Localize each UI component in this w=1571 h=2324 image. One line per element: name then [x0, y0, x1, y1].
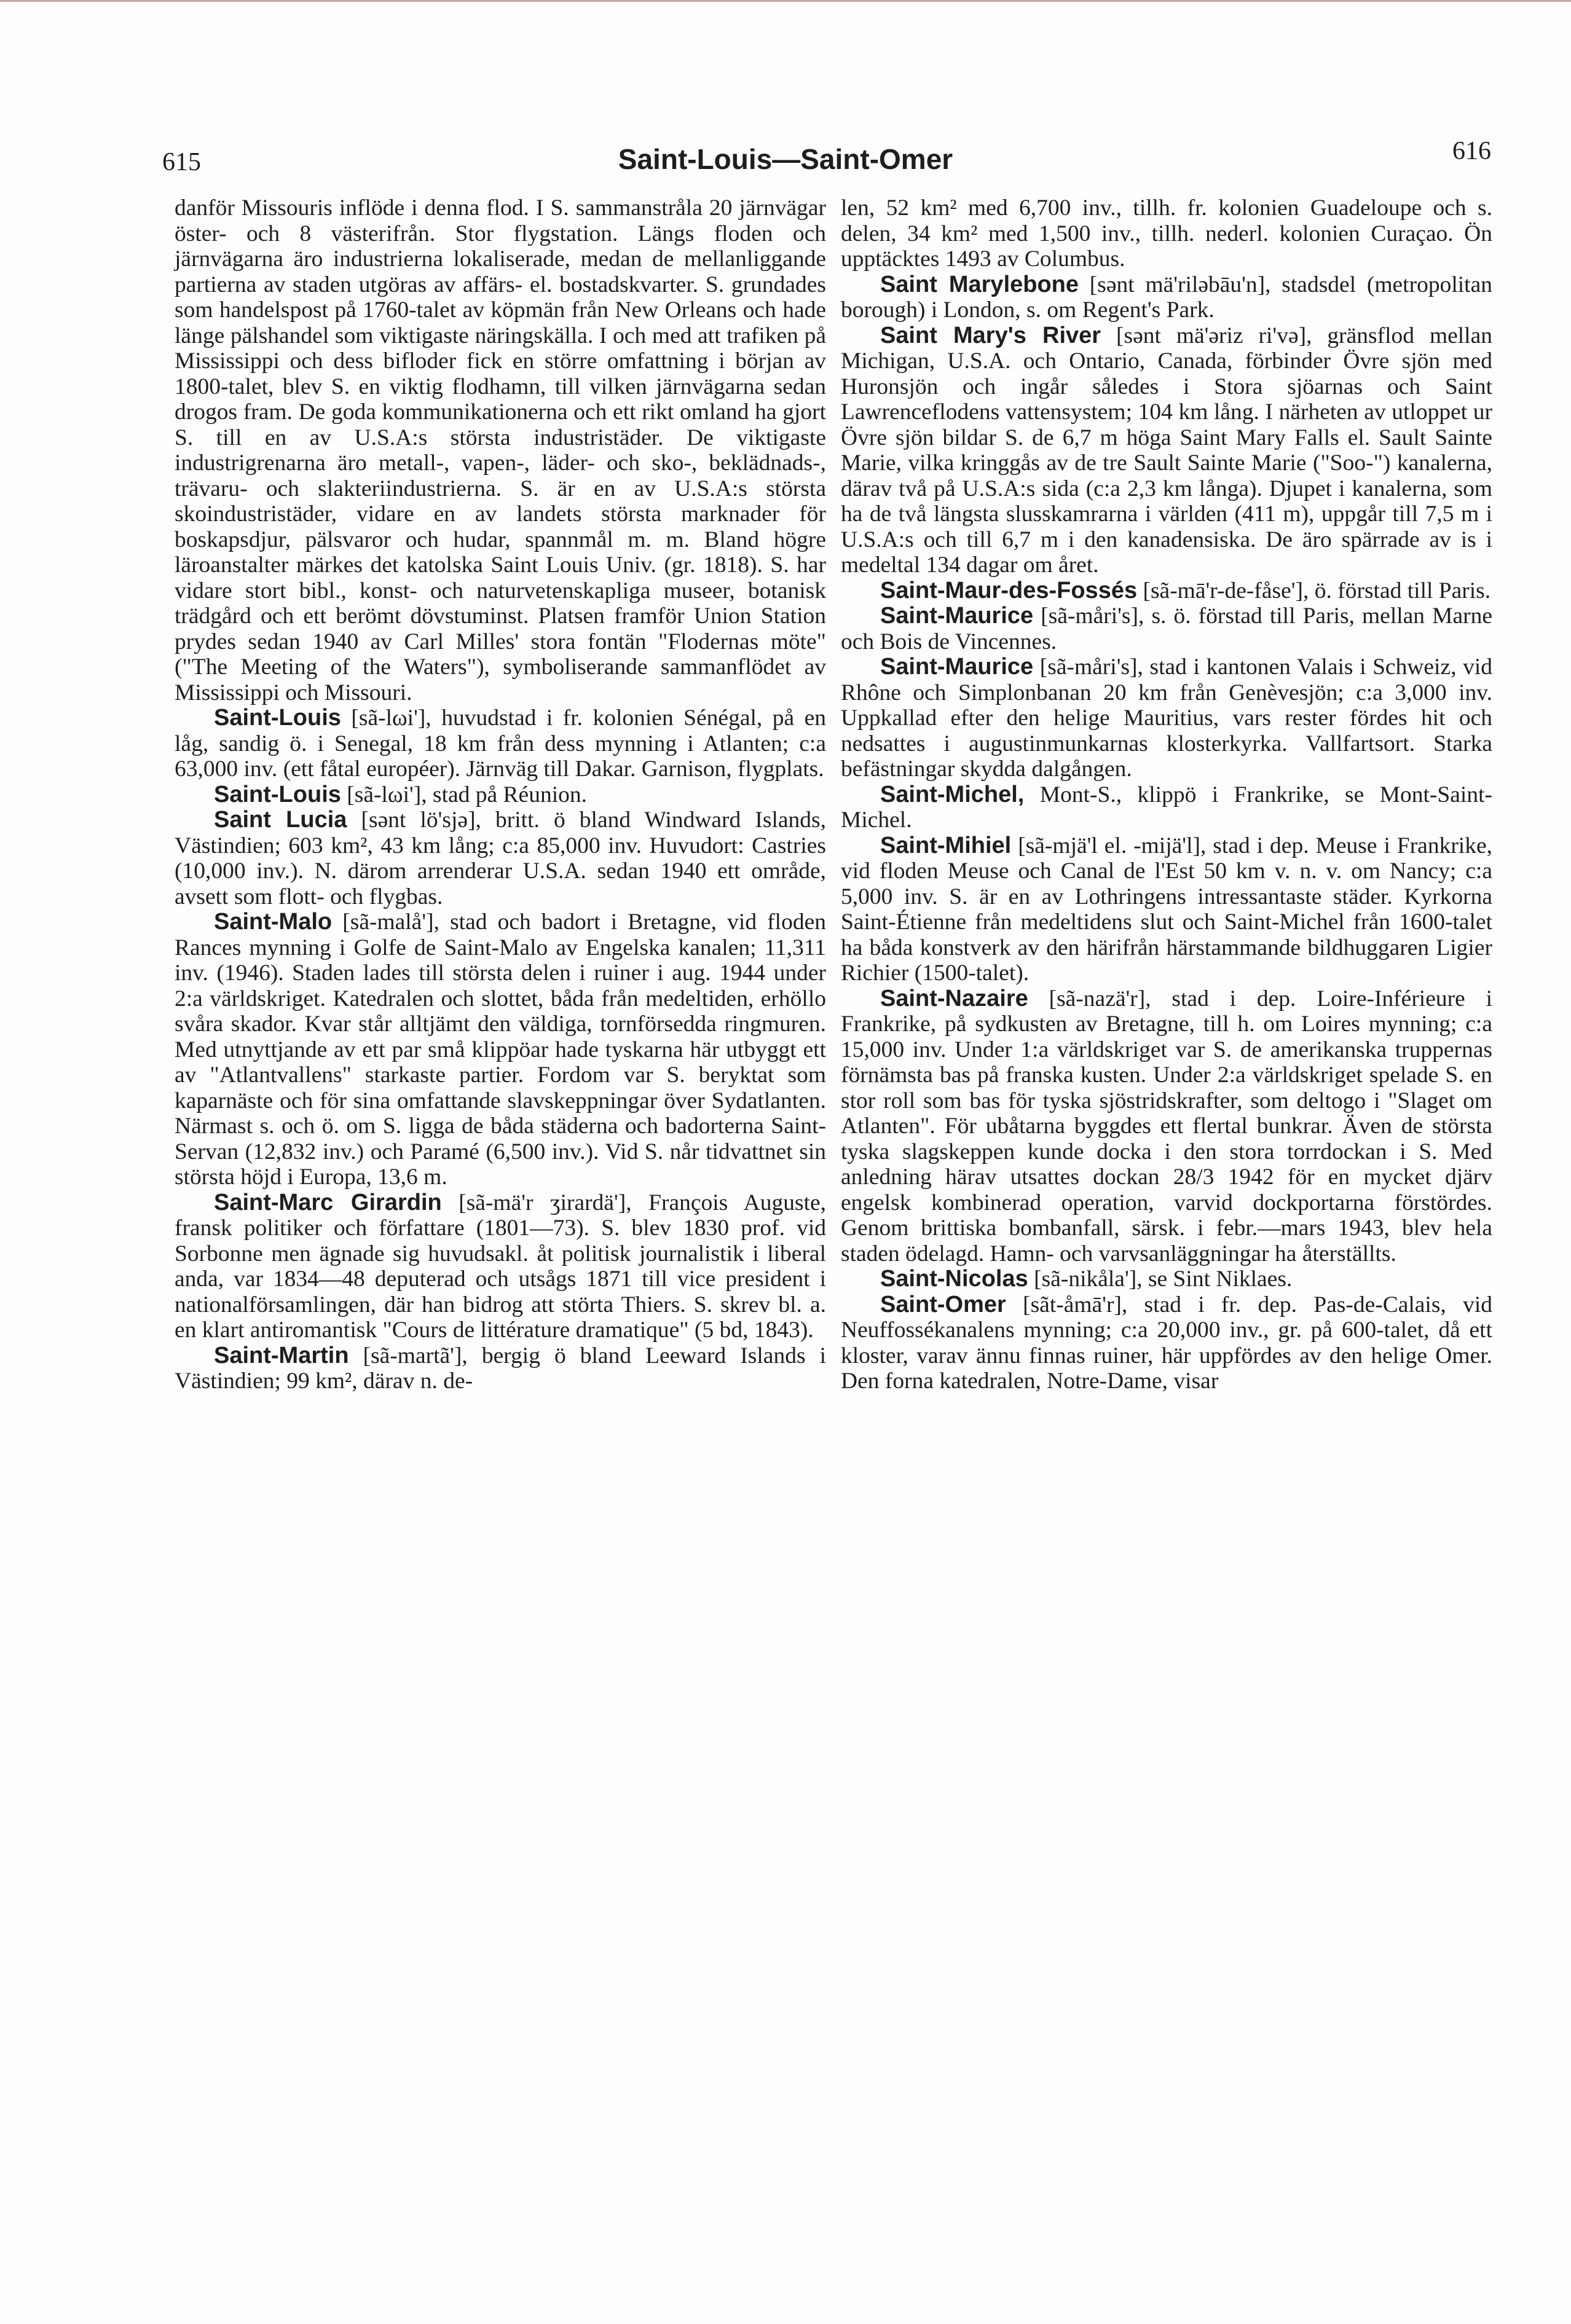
entry-text: [sã-lωi'], stad på Réunion. [341, 782, 587, 807]
entry-headword: Saint-Mihiel [880, 832, 1012, 858]
entry-headword: Saint-Nazaire [880, 985, 1028, 1011]
entry-text: [sənt lö'sjə], britt. ö bland Windward Islands, Västindien; 603 km², 43 km lång; c:a 85,000 inv. Huvudort: Castries (10,000 inv.). N. därom arrenderar U.S.A. sedan 1940 ett område, avsett som flott- och flygbas. [175, 807, 826, 909]
entry-headword: Saint-Louis [214, 781, 341, 807]
entry-text: [sã-måri's], s. ö. förstad till Paris, mellan Marne och Bois de Vincennes. [841, 603, 1492, 654]
left-column [175, 195, 826, 1394]
entry-text: danför Missouris inflöde i denna flod. I S. sammanstråla 20 järnvägar öster- och 8 västerifrån. Stor flygstation. Längs floden och järnvägarna äro industrierna lokaliserade, medan de mellanliggande partierna av staden utgöras av affärs- el. bostadskvarter. S. grundades som handelspost på 1760-talet av köpmän från New Orleans och hade länge pälshandel som viktigaste näringskälla. I och med att trafiken på Mississippi och dess bifloder fick en större omfattning i början av 1800-talet, blev S. en viktig flodhamn, till vilken järnvägarna sedan drogos fram. De goda kommunikationerna och ett rikt omland ha gjort S. till en av U.S.A:s största industristäder. De viktigaste industrigrenarna äro metall-, vapen-, läder- och sko-, beklädnads-, trävaru- och slakteriindustrierna. S. är en av U.S.A:s största skoindustristäder, vidare en av landets största marknader för boskapsdjur, pälsvaror och hudar, spannmål m. m. Bland högre läroanstalter märkes det katolska Saint Louis Univ. (gr. 1818). S. har vidare stort bibl., konst- och naturvetenskapliga museer, botanisk trädgård och ett berömt dövstuminst. Platsen framför Union Station prydes sedan 1940 av Carl Milles' stora fontän "Flodernas möte" ("The Meeting of the Waters"), symboliserande sammanflödet av Mississippi och Missouri. [175, 195, 826, 705]
entry-paragraph [175, 807, 826, 909]
entry-paragraph [841, 578, 1492, 604]
page-header [0, 136, 1571, 179]
entry-paragraph [841, 782, 1492, 833]
entry-text: [sã-mä'r ʒirardä'], François Auguste, fransk politiker och författare (1801—73). S. blev 1830 prof. vid Sorbonne men ägnade sig huvudsakl. åt politisk journalistik i liberal anda, var 1834—48 deputerad och utsågs 1871 till vice president i nationalförsamlingen, där han bidrog att störta Thiers. S. skrev bl. a. en klart antiromantisk "Cours de littérature dramatique" (5 bd, 1843). [175, 1190, 827, 1343]
entry-headword: Saint-Marc Girardin [214, 1189, 442, 1215]
entry-headword: Saint Lucia [214, 807, 347, 833]
entry-headword: Saint-Michel, [880, 781, 1025, 807]
entry-paragraph [841, 1292, 1492, 1394]
entry-text: [sã-måri's], stad i kantonen Valais i Schweiz, vid Rhône och Simplonbanan 20 km från Genèvesjön; c:a 3,000 inv. Uppkallad efter den helige Mauritius, vars rester fördes hit och nedsattes i augustinmunkarnas klosterkyrka. Vallfartsort. Starka befästningar skydda dalgången. [841, 654, 1492, 782]
entry-headword: Saint-Martin [214, 1342, 349, 1368]
entry-paragraph [841, 323, 1492, 578]
entry-paragraph [175, 195, 826, 705]
entry-text: [sã-nikåla'], se Sint Niklaes. [1028, 1266, 1293, 1292]
entry-text: [sã-martã'], bergig ö bland Leeward Islands i Västindien; 99 km², därav n. de- [175, 1343, 826, 1394]
entry-paragraph [841, 986, 1492, 1267]
entry-text: len, 52 km² med 6,700 inv., tillh. fr. kolonien Guadeloupe och s. delen, 34 km² med 1,500 inv., tillh. nederl. kolonien Curaçao. Ön upptäcktes 1493 av Columbus. [841, 195, 1492, 272]
entry-headword: Saint-Omer [880, 1291, 1006, 1317]
entry-paragraph [841, 833, 1492, 986]
entry-paragraph [175, 1343, 826, 1394]
entry-paragraph [841, 603, 1492, 654]
entry-headword: Saint Mary's River [880, 322, 1101, 348]
running-title: Saint-Louis—Saint-Omer [618, 143, 953, 175]
entry-headword: Saint-Malo [214, 909, 333, 935]
entry-text: [sã-mā'r-de-fåse'], ö. förstad till Paris. [1137, 578, 1491, 603]
entry-paragraph [841, 195, 1492, 272]
entry-headword: Saint-Maurice [880, 603, 1034, 629]
right-column [841, 195, 1492, 1394]
entry-headword: Saint Marylebone [880, 271, 1079, 297]
entry-text: Mont-S., klippö i Frankrike, se Mont-Saint-Michel. [841, 782, 1492, 833]
page-number-right: 616 [1452, 137, 1491, 165]
entry-paragraph [841, 654, 1492, 782]
entry-text: [sã-mjä'l el. -mijä'l], stad i dep. Meuse i Frankrike, vid floden Meuse och Canal de l'Est 50 km v. n. v. om Nancy; c:a 5,000 inv. S. är en av Lothringens intressantaste städer. Kyrkorna Saint-Étienne från medeltidens slut och Saint-Michel från 1600-talet ha båda konstverk av den härifrån härstammande bildhuggaren Ligier Richier (1500-talet). [841, 833, 1492, 986]
entry-paragraph [175, 705, 826, 782]
entry-text: [sã-nazä'r], stad i dep. Loire-Inférieure i Frankrike, på sydkusten av Bretagne, till h. om Loires mynning; c:a 15,000 inv. Under 1:a världskriget var S. de amerikanska truppernas förnämsta bas på franska kusten. Under 2:a världskriget spelade S. en stor roll som bas för tyska sjöstridskrafter, som deltogo i "Slaget om Atlanten". För ubåtarna byggdes ett flertal bunkrar. Även de största tyska slagskeppen kunde docka i den stora torrdockan i S. Med anledning härav utsattes dockan 28/3 1942 för en mycket djärv engelsk kombinerad operation, varvid dockportarna förstördes. Genom brittiska bombanfall, särsk. i febr.—mars 1943, blev hela staden ödelagd. Hamn- och varvsanläggningar ha återställts. [841, 986, 1492, 1266]
entry-paragraph [175, 1190, 826, 1343]
entry-paragraph [175, 909, 826, 1190]
entry-headword: Saint-Maur-des-Fossés [880, 577, 1138, 603]
entry-paragraph [841, 272, 1492, 323]
entry-paragraph [841, 1266, 1492, 1292]
entry-text: [sã-malå'], stad och badort i Bretagne, vid floden Rances mynning i Golfe de Saint-Malo av Engelska kanalen; 11,311 inv. (1946). Staden lades till största delen i ruiner i aug. 1944 under 2:a världskriget. Katedralen och slottet, båda från medeltiden, erhöllo svåra skador. Kvar står alltjämt den väldiga, tornförsedda ringmuren. Med utnyttjande av ett par små klippöar hade tyskarna här utbyggt ett av "Atlantvallens" starkaste partier. Fordom var S. beryktat som kaparnäste och för sina omfattande slavskeppningar över Sydatlanten. Närmast s. och ö. om S. ligga de båda städerna och badorterna Saint-Servan (12,832 inv.) och Paramé (6,500 inv.). Vid S. når tidvattnet sin största höjd i Europa, 13,6 m. [175, 909, 826, 1190]
entry-headword: Saint-Maurice [880, 654, 1034, 680]
entry-headword: Saint-Louis [214, 705, 341, 731]
entry-text: [sənt mä'riləbāu'n], stadsdel (metropolitan borough) i London, s. om Regent's Park. [841, 272, 1492, 323]
entry-text: [sənt mä'əriz ri'və], gränsflod mellan Michigan, U.S.A. och Ontario, Canada, förbinder Övre sjön med Huronsjön och ingår således i Stora sjöarnas och Saint Lawrenceflodens vattensystem; 104 km lång. I närheten av utloppet ur Övre sjön bildar S. de 6,7 m höga Saint Mary Falls el. Sault Sainte Marie, vilka kringgås av de tre Sault Sainte Marie ("Soo-") kanalerna, därav två på U.S.A:s sida (c:a 2,3 km långa). Djupet i kanalerna, som ha de två längsta slusskamrarna i världen (411 m), uppgår till 7,5 m i U.S.A:s och till 6,7 m i den kanadensiska. De äro spärrade av is i medeltal 134 dagar om året. [841, 323, 1492, 578]
entry-text: [sã-lωi'], huvudstad i fr. kolonien Sénégal, på en låg, sandig ö. i Senegal, 18 km från dess mynning i Atlanten; c:a 63,000 inv. (ett fåtal européer). Järnväg till Dakar. Garnison, flygplats. [175, 705, 826, 782]
scan-edge-line [0, 0, 1571, 2]
page-number-left: 615 [162, 148, 201, 176]
entry-headword: Saint-Nicolas [880, 1266, 1028, 1292]
entry-text: [sãt-åmā'r], stad i fr. dep. Pas-de-Calais, vid Neuffossékanalens mynning; c:a 20,000 inv., gr. på 600-talet, då ett kloster, varav ännu finnas ruiner, här uppfördes av den helige Omer. Den forna katedralen, Notre-Dame, visar [841, 1292, 1492, 1394]
entry-paragraph [175, 782, 826, 808]
